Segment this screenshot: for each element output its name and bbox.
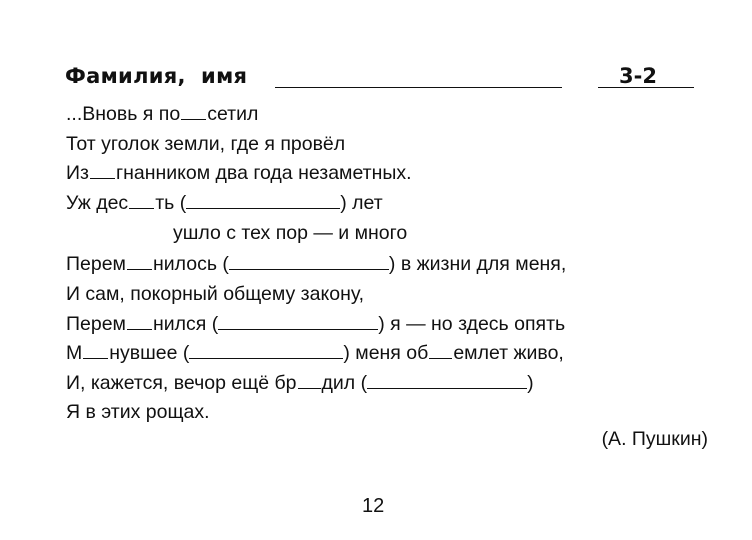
letter-blank[interactable] <box>127 253 152 270</box>
poem-line <box>66 103 258 125</box>
poem-text: ) я — но здесь опять <box>378 313 566 335</box>
poem-text: Уж дес <box>66 192 129 214</box>
poem-text: ) <box>527 372 534 394</box>
word-blank[interactable] <box>367 372 527 389</box>
poem-text: нился ( <box>152 313 219 335</box>
poem-text: ) меня об <box>343 342 429 364</box>
author-attribution: (А. Пушкин) <box>601 428 708 450</box>
poem-text: ) в жизни для меня, <box>388 253 567 275</box>
poem-line <box>66 283 364 305</box>
page-number: 12 <box>362 495 385 517</box>
poem-text: Перем <box>66 253 126 275</box>
poem-text: Тот уголок земли, где я провёл <box>66 133 346 155</box>
poem-line <box>66 342 564 364</box>
word-blank[interactable] <box>186 192 340 209</box>
poem-text: ть ( <box>155 192 187 214</box>
poem-line <box>173 222 407 244</box>
poem-text: И, кажется, вечор ещё бр <box>66 372 297 394</box>
poem-line <box>66 372 534 394</box>
poem-text: сетил <box>207 103 259 125</box>
letter-blank[interactable] <box>181 103 206 120</box>
name-input-line[interactable] <box>275 87 562 88</box>
poem-text: гнанником два года незаметных. <box>115 162 412 184</box>
poem-text: Перем <box>66 313 126 335</box>
name-label: Фамилия, имя <box>65 64 248 88</box>
poem-text: ) лет <box>340 192 383 214</box>
letter-blank[interactable] <box>129 192 154 209</box>
poem-line <box>66 253 566 275</box>
letter-blank[interactable] <box>429 342 452 359</box>
word-blank[interactable] <box>229 253 389 270</box>
word-blank[interactable] <box>218 313 378 330</box>
poem-line <box>66 313 565 335</box>
poem-line <box>66 133 345 155</box>
poem-line <box>66 192 383 214</box>
poem-text: дил ( <box>321 372 368 394</box>
poem-text: емлет живо, <box>453 342 564 364</box>
poem-text: ушло с тех пор — и много <box>173 222 408 244</box>
poem-text: ...Вновь я по <box>66 103 181 125</box>
poem-line <box>66 162 412 184</box>
poem-text: нилось ( <box>152 253 229 275</box>
exercise-code: 3-2 <box>619 64 657 88</box>
letter-blank[interactable] <box>90 162 115 179</box>
letter-blank[interactable] <box>127 313 152 330</box>
poem-text: Я в этих рощах. <box>66 401 210 423</box>
poem-text: И сам, покорный общему закону, <box>66 283 365 305</box>
poem-text: М <box>66 342 83 364</box>
poem-text: нувшее ( <box>109 342 190 364</box>
letter-blank[interactable] <box>298 372 321 389</box>
letter-blank[interactable] <box>83 342 108 359</box>
poem-text: Из <box>66 162 89 184</box>
poem-line <box>66 401 210 423</box>
word-blank[interactable] <box>189 342 343 359</box>
